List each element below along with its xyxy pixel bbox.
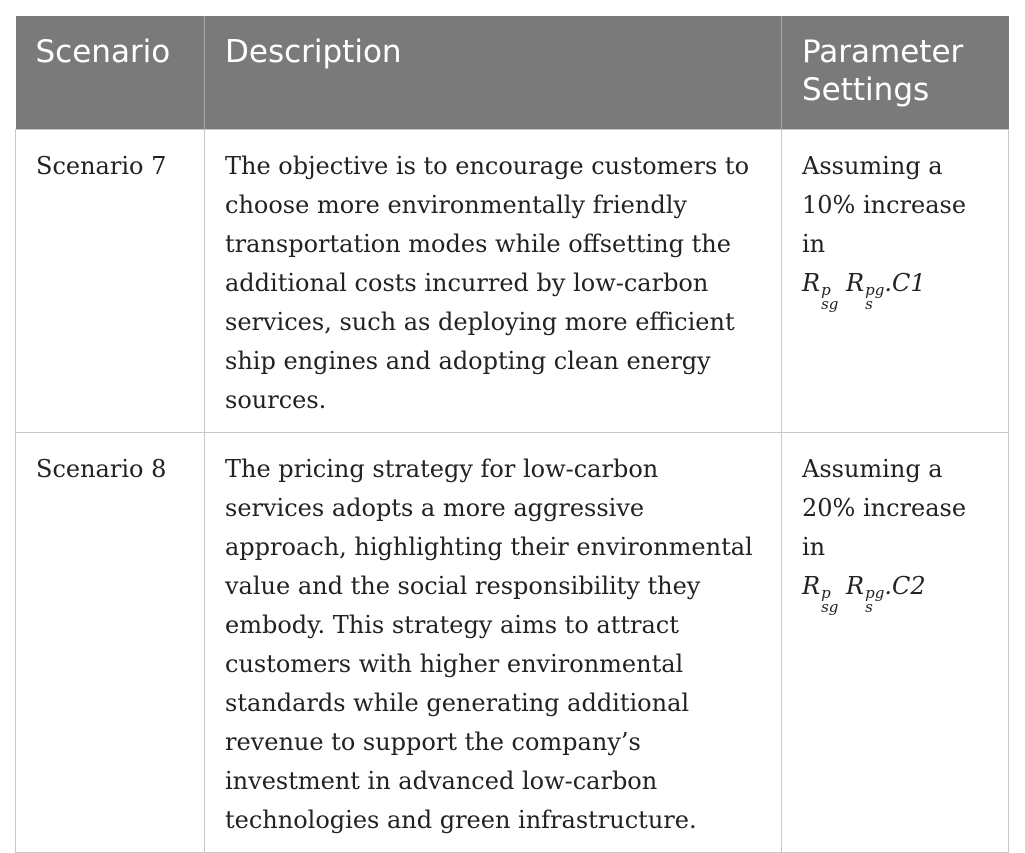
r-sg-p-symbol: R p sg	[802, 269, 839, 313]
parameter-suffix: .C2	[884, 572, 926, 600]
r-s-pg-symbol: R pg s	[846, 269, 885, 313]
scenario-cell: Scenario 8	[16, 433, 205, 853]
header-parameter-settings: Parameter Settings	[782, 16, 1009, 130]
description-cell: The objective is to encourage customers to choose more environmentally friendly transportation modes while offsetting the additional costs incurred by low-carbon services, such as deploying more efficient ship engines and adopting clean energy sources.	[205, 130, 782, 433]
parameter-formula	[802, 269, 926, 313]
table-row	[16, 433, 1009, 853]
header-row	[16, 16, 1009, 130]
table-header	[16, 16, 1009, 130]
parameter-text: Assuming a 10% increase in	[802, 152, 967, 258]
table-row	[16, 130, 1009, 433]
parameter-formula	[802, 572, 926, 616]
header-description: Description	[205, 16, 782, 130]
scenario-cell: Scenario 7	[16, 130, 205, 433]
scenario-table-container	[15, 16, 1008, 853]
description-cell: The pricing strategy for low-carbon services adopts a more aggressive approach, highlighting their environmental value and the social responsibility they embody. This strategy aims to attract customers with higher environmental standards while generating additional revenue to support the company’s investment in advanced low-carbon technologies and green infrastructure.	[205, 433, 782, 853]
parameter-text: Assuming a 20% increase in	[802, 455, 967, 561]
r-sg-p-symbol: R p sg	[802, 572, 839, 616]
r-s-pg-symbol: R pg s	[846, 572, 885, 616]
scenario-table	[15, 16, 1009, 853]
parameter-suffix: .C1	[884, 269, 926, 297]
header-scenario: Scenario	[16, 16, 205, 130]
parameter-cell	[782, 433, 1009, 853]
table-body	[16, 130, 1009, 853]
parameter-cell	[782, 130, 1009, 433]
